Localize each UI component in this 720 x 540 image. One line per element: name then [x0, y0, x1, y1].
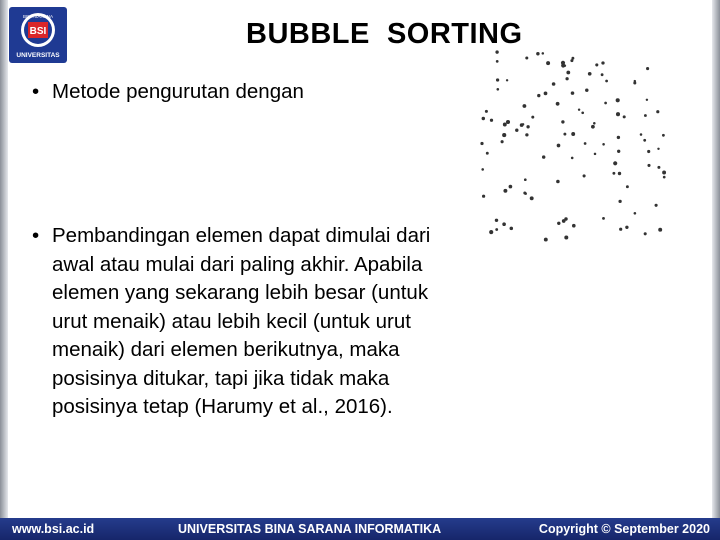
- decorative-dot: [537, 94, 540, 97]
- decorative-dot: [566, 71, 570, 75]
- decorative-dot: [489, 230, 493, 234]
- decorative-dot: [644, 232, 647, 235]
- decorative-dot: [570, 59, 573, 62]
- decorative-dot: [495, 50, 498, 53]
- decorative-dot: [506, 79, 508, 81]
- decorative-dot: [485, 110, 488, 113]
- decorative-dot: [561, 61, 565, 65]
- decorative-dot: [561, 120, 564, 123]
- decorative-dot: [565, 77, 568, 80]
- decorative-dot: [542, 52, 545, 55]
- decorative-dot: [552, 82, 556, 86]
- decorative-dot: [522, 104, 526, 108]
- decorative-dot: [578, 108, 580, 110]
- decorative-dot: [623, 115, 626, 118]
- decorative-dot: [563, 133, 566, 136]
- decorative-dot: [640, 133, 643, 136]
- bullet-marker: •: [32, 80, 40, 103]
- decorative-dot: [663, 176, 666, 179]
- decorative-dot: [605, 80, 608, 83]
- decorative-dot: [643, 139, 646, 142]
- decorative-dot: [619, 228, 622, 231]
- decorative-dot: [613, 161, 617, 165]
- decorative-dot: [503, 123, 507, 127]
- right-edge-gradient: [712, 0, 720, 520]
- decorative-dot: [601, 61, 604, 64]
- decorative-dot: [502, 222, 506, 226]
- decorative-dot: [617, 136, 620, 139]
- decorative-dot: [585, 88, 588, 91]
- decorative-dot: [515, 129, 518, 132]
- decorative-dot: [657, 148, 659, 150]
- decorative-dot: [495, 219, 498, 222]
- decorative-dot: [544, 92, 548, 96]
- decorative-dot: [658, 228, 662, 232]
- decorative-dot: [571, 157, 574, 160]
- decorative-dot: [557, 144, 561, 148]
- footer-bar: [0, 518, 720, 540]
- footer-copyright: Copyright © September 2020: [538, 522, 710, 536]
- decorative-dot: [502, 133, 506, 137]
- decorative-dot: [584, 142, 587, 145]
- decorative-dot: [583, 174, 586, 177]
- decorative-dot: [616, 112, 620, 116]
- decorative-dot: [509, 185, 513, 189]
- decorative-dot: [526, 125, 529, 128]
- decorative-dot: [595, 63, 598, 66]
- dotted-pattern-decoration: [476, 44, 672, 250]
- decorative-dot: [496, 78, 499, 81]
- decorative-dot: [542, 155, 545, 158]
- decorative-dot: [531, 116, 534, 119]
- decorative-dot: [506, 120, 510, 124]
- decorative-dot: [523, 192, 526, 195]
- decorative-dot: [646, 99, 648, 101]
- logo-bottom-text: UNIVERSITAS: [16, 52, 60, 59]
- decorative-dot: [525, 133, 528, 136]
- decorative-dot: [482, 195, 485, 198]
- decorative-dot: [625, 226, 628, 229]
- decorative-dot: [501, 140, 504, 143]
- decorative-dot: [486, 152, 489, 155]
- decorative-dot: [602, 217, 605, 220]
- decorative-dot: [522, 123, 524, 125]
- decorative-dot: [525, 56, 528, 59]
- decorative-dot: [482, 117, 485, 120]
- slide-title: BUBBLE SORTING: [246, 18, 523, 50]
- decorative-dot: [481, 168, 484, 171]
- decorative-dot: [617, 150, 620, 153]
- decorative-dot: [626, 185, 629, 188]
- decorative-dot: [601, 73, 604, 76]
- decorative-dot: [546, 61, 550, 65]
- decorative-dot: [612, 172, 615, 175]
- decorative-dot: [571, 132, 575, 136]
- decorative-dot: [591, 125, 595, 129]
- footer-institution: UNIVERSITAS BINA SARANA INFORMATIKA: [178, 522, 442, 536]
- decorative-dot: [662, 171, 666, 175]
- decorative-dot: [588, 72, 592, 76]
- decorative-dot: [564, 236, 568, 240]
- decorative-dot: [593, 122, 596, 125]
- logo-top-text: BINA SARANA: [22, 14, 54, 19]
- decorative-dot: [662, 134, 665, 137]
- decorative-dot: [556, 180, 560, 184]
- decorative-dot: [657, 166, 660, 169]
- decorative-dot: [556, 102, 560, 106]
- decorative-dot: [634, 212, 637, 215]
- decorative-dot: [618, 172, 621, 175]
- decorative-dot: [594, 153, 597, 156]
- decorative-dot: [557, 222, 560, 225]
- decorative-dot: [496, 88, 499, 91]
- decorative-dot: [644, 114, 647, 117]
- decorative-dot: [496, 60, 499, 63]
- decorative-dot: [503, 189, 507, 193]
- decorative-dot: [524, 178, 527, 181]
- decorative-dot: [536, 52, 539, 55]
- logo-mark-text: BSI: [29, 26, 47, 37]
- decorative-dot: [581, 111, 584, 114]
- decorative-dot: [510, 227, 514, 231]
- decorative-dot: [647, 150, 650, 153]
- university-logo-icon: [8, 6, 68, 64]
- decorative-dot: [647, 164, 650, 167]
- decorative-dot: [602, 143, 605, 146]
- decorative-dot: [656, 110, 659, 113]
- left-edge-gradient: [0, 0, 8, 520]
- decorative-dot: [604, 102, 607, 105]
- decorative-dot: [633, 81, 636, 84]
- decorative-dot: [562, 219, 566, 223]
- decorative-dot: [618, 200, 621, 203]
- bullet-text: Metode pengurutan dengan: [52, 80, 304, 103]
- decorative-dot: [616, 98, 620, 102]
- decorative-dot: [646, 67, 649, 70]
- decorative-dot: [571, 91, 575, 95]
- decorative-dot: [544, 238, 548, 242]
- decorative-dot: [495, 228, 498, 231]
- footer-website: www.bsi.ac.id: [12, 522, 95, 536]
- decorative-dot: [530, 196, 534, 200]
- decorative-dot: [655, 204, 658, 207]
- decorative-dot: [572, 224, 576, 228]
- bullet-text: Pembandingan elemen dapat dimulai dari awal atau mulai dari paling akhir. Apabila elemen yang sekarang lebih besar (untuk urut menaik) atau lebih kecil (untuk urut menaik) dari elemen berikutnya, maka posisinya ditukar, tapi jika tidak maka posisinya tetap (Harumy et al., 2016).: [52, 224, 431, 418]
- bullet-marker: •: [32, 224, 40, 247]
- decorative-dot: [490, 119, 493, 122]
- decorative-dot: [480, 142, 483, 145]
